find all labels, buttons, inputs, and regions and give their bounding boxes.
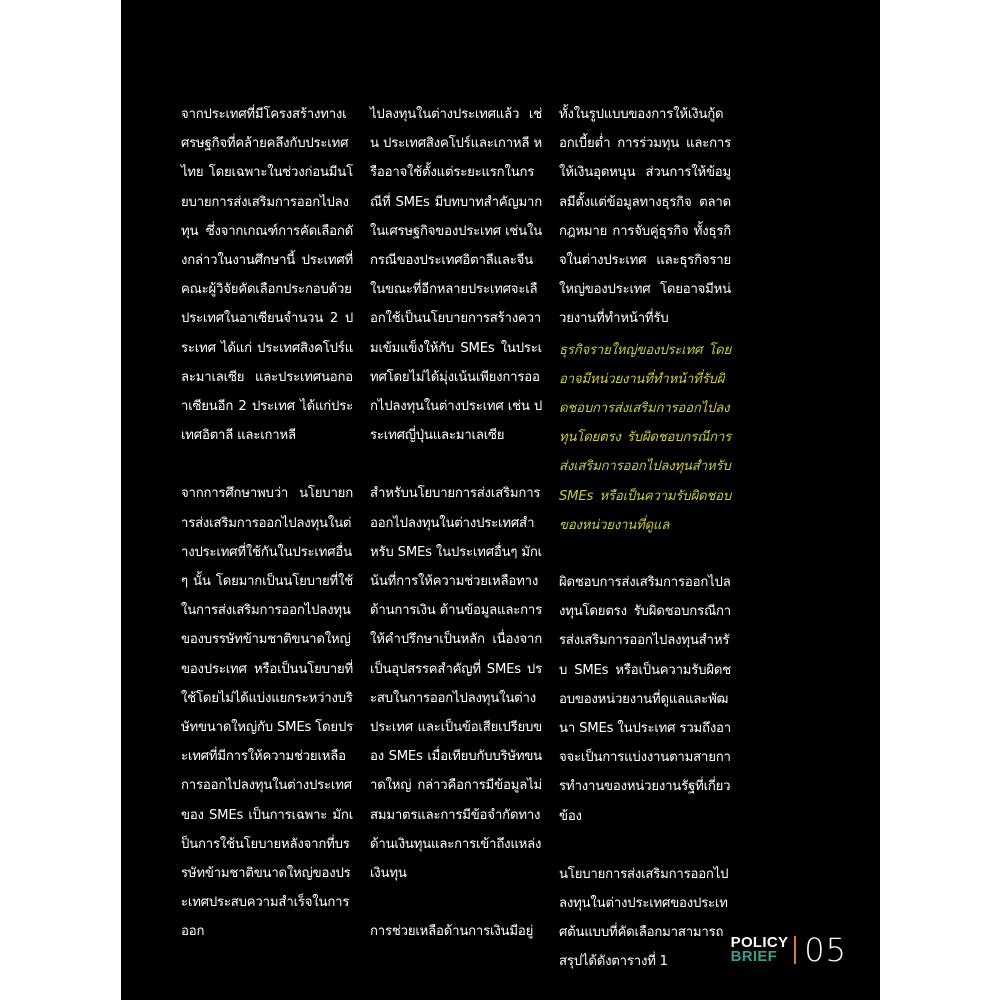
text-column-1: [181, 100, 353, 947]
page-footer: [731, 930, 847, 970]
footer-divider: [794, 936, 796, 964]
paragraph: ทั้งในรูปแบบของการให้เงินกู้ดอกเบี้ยต่ำ การร่วมทุน และการให้เงินอุดหนุน ส่วนการให้ข้อมูลมีตั้งแต่ข้อมูลทางธุรกิจ ตลาด กฎหมาย การจับคู่ธุรกิจ ทั้งธุรกิจในต่างประเทศ และธุรกิจรายใหญ่ของประเทศ โดยอาจมีหน่วยงานที่ทำหน้าที่รับ: [559, 107, 731, 327]
page: [121, 0, 880, 1000]
paragraph: สำหรับนโยบายการส่งเสริมการออกไปลงทุนในต่างประเทศสำหรับ SMEs ในประเทศอื่นๆ มักเน้นที่การให้ความช่วยเหลือทางด้านการเงิน ด้านข้อมูลและการให้คำปรึกษาเป็นหลัก เนื่องจากเป็นอุปสรรคสำคัญที่ SMEs ประสบในการออกไปลงทุนในต่างประเทศ และเป็นข้อเสียเปรียบของ SMEs เมื่อเทียบกับบริษัทขนาดใหญ่ กล่าวคือการมีข้อมูลไม่สมมาตรและการมีข้อจำกัดทางด้านเงินทุนและการเข้าถึงแหล่งเงินทุน: [370, 486, 542, 882]
logo-line-brief: BRIEF: [730, 948, 778, 965]
paragraph: การช่วยเหลือด้านการเงินมีอยู่: [370, 924, 534, 940]
paragraph: นโยบายการส่งเสริมการออกไปลงทุนในต่างประเทศของประเทศต้นแบบที่คัดเลือกมาสามารถสรุปได้ดังตารางที่ 1: [559, 866, 729, 970]
pull-quote: ธุรกิจรายใหญ่ของประเทศ โดยอาจมีหน่วยงานที่ทำหน้าที่รับผิดชอบการส่งเสริมการออกไปลงทุนโดยตรง รับผิดชอบกรณีการส่งเสริมการออกไปลงทุนสำหรับ SMEs หรือเป็นความรับผิดชอบของหน่วยงานที่ดูแล: [559, 342, 731, 533]
policy-brief-logo: [731, 936, 789, 964]
page-number: 05: [804, 931, 847, 969]
paragraph: ไปลงทุนในต่างประเทศแล้ว เช่น ประเทศสิงคโปร์และเกาหลี หรืออาจใช้ตั้งแต่ระยะแรกในกรณีที่ SMEs มีบทบาทสำคัญมากในเศรษฐกิจของประเทศ เช่นในกรณีของประเทศอิตาลีและจีน ในขณะที่อีกหลายประเทศจะเลือกใช้เป็นนโยบายการสร้างความเข้มแข็งให้กับ SMEs ในประเทศโดยไม่ได้มุ่งเน้นเพียงการออกไปลงทุนในต่างประเทศ เช่น ประเทศญี่ปุ่นและมาเลเซีย: [370, 107, 542, 444]
text-column-3: [559, 100, 731, 977]
paragraph: ผิดชอบการส่งเสริมการออกไปลงทุนโดยตรง รับผิดชอบกรณีการส่งเสริมการออกไปลงทุนสำหรับ SMEs หรือเป็นความรับผิดชอบของหน่วยงานที่ดูแลและพัฒนา SMEs ในประเทศ รวมถึงอาจจะเป็นการแบ่งงานตามสายการทำงานของหน่วยงานรัฐที่เกี่ยวข้อง: [559, 575, 731, 824]
logo-line-policy: POLICY: [730, 934, 789, 951]
text-column-2: [370, 100, 542, 946]
paragraph: จากประเทศที่มีโครงสร้างทางเศรษฐกิจที่คล้ายคลึงกับประเทศไทย โดยเฉพาะในช่วงก่อนมีนโยบายการส่งเสริมการออกไปลงทุน ซึ่งจากเกณฑ์การคัดเลือกดังกล่าวในงานศึกษานี้ ประเทศที่คณะผู้วิจัยคัดเลือกประกอบด้วยประเทศในอาเซียนจำนวน 2 ประเทศ ได้แก่ ประเทศสิงคโปร์และมาเลเซีย และประเทศนอกอาเซียนอีก 2 ประเทศ ได้แก่ประเทศอิตาลี และเกาหลี: [181, 107, 353, 444]
paragraph: จากการศึกษาพบว่า นโยบายการส่งเสริมการออกไปลงทุนในต่างประเทศที่ใช้กันในประเทศอื่นๆ นั้น โดยมากเป็นนโยบายที่ใช้ในการส่งเสริมการออกไปลงทุนของบรรษัทข้ามชาติขนาดใหญ่ของประเทศ หรือเป็นนโยบายที่ใช้โดยไม่ได้แบ่งแยกระหว่างบริษัทขนาดใหญ่กับ SMEs โดยประเทศที่มีการให้ความช่วยเหลือการออกไปลงทุนในต่างประเทศของ SMEs เป็นการเฉพาะ มักเป็นการใช้นโยบายหลังจากที่บรรษัทข้ามชาติขนาดใหญ่ของประเทศประสบความสำเร็จในการออก: [181, 486, 353, 940]
